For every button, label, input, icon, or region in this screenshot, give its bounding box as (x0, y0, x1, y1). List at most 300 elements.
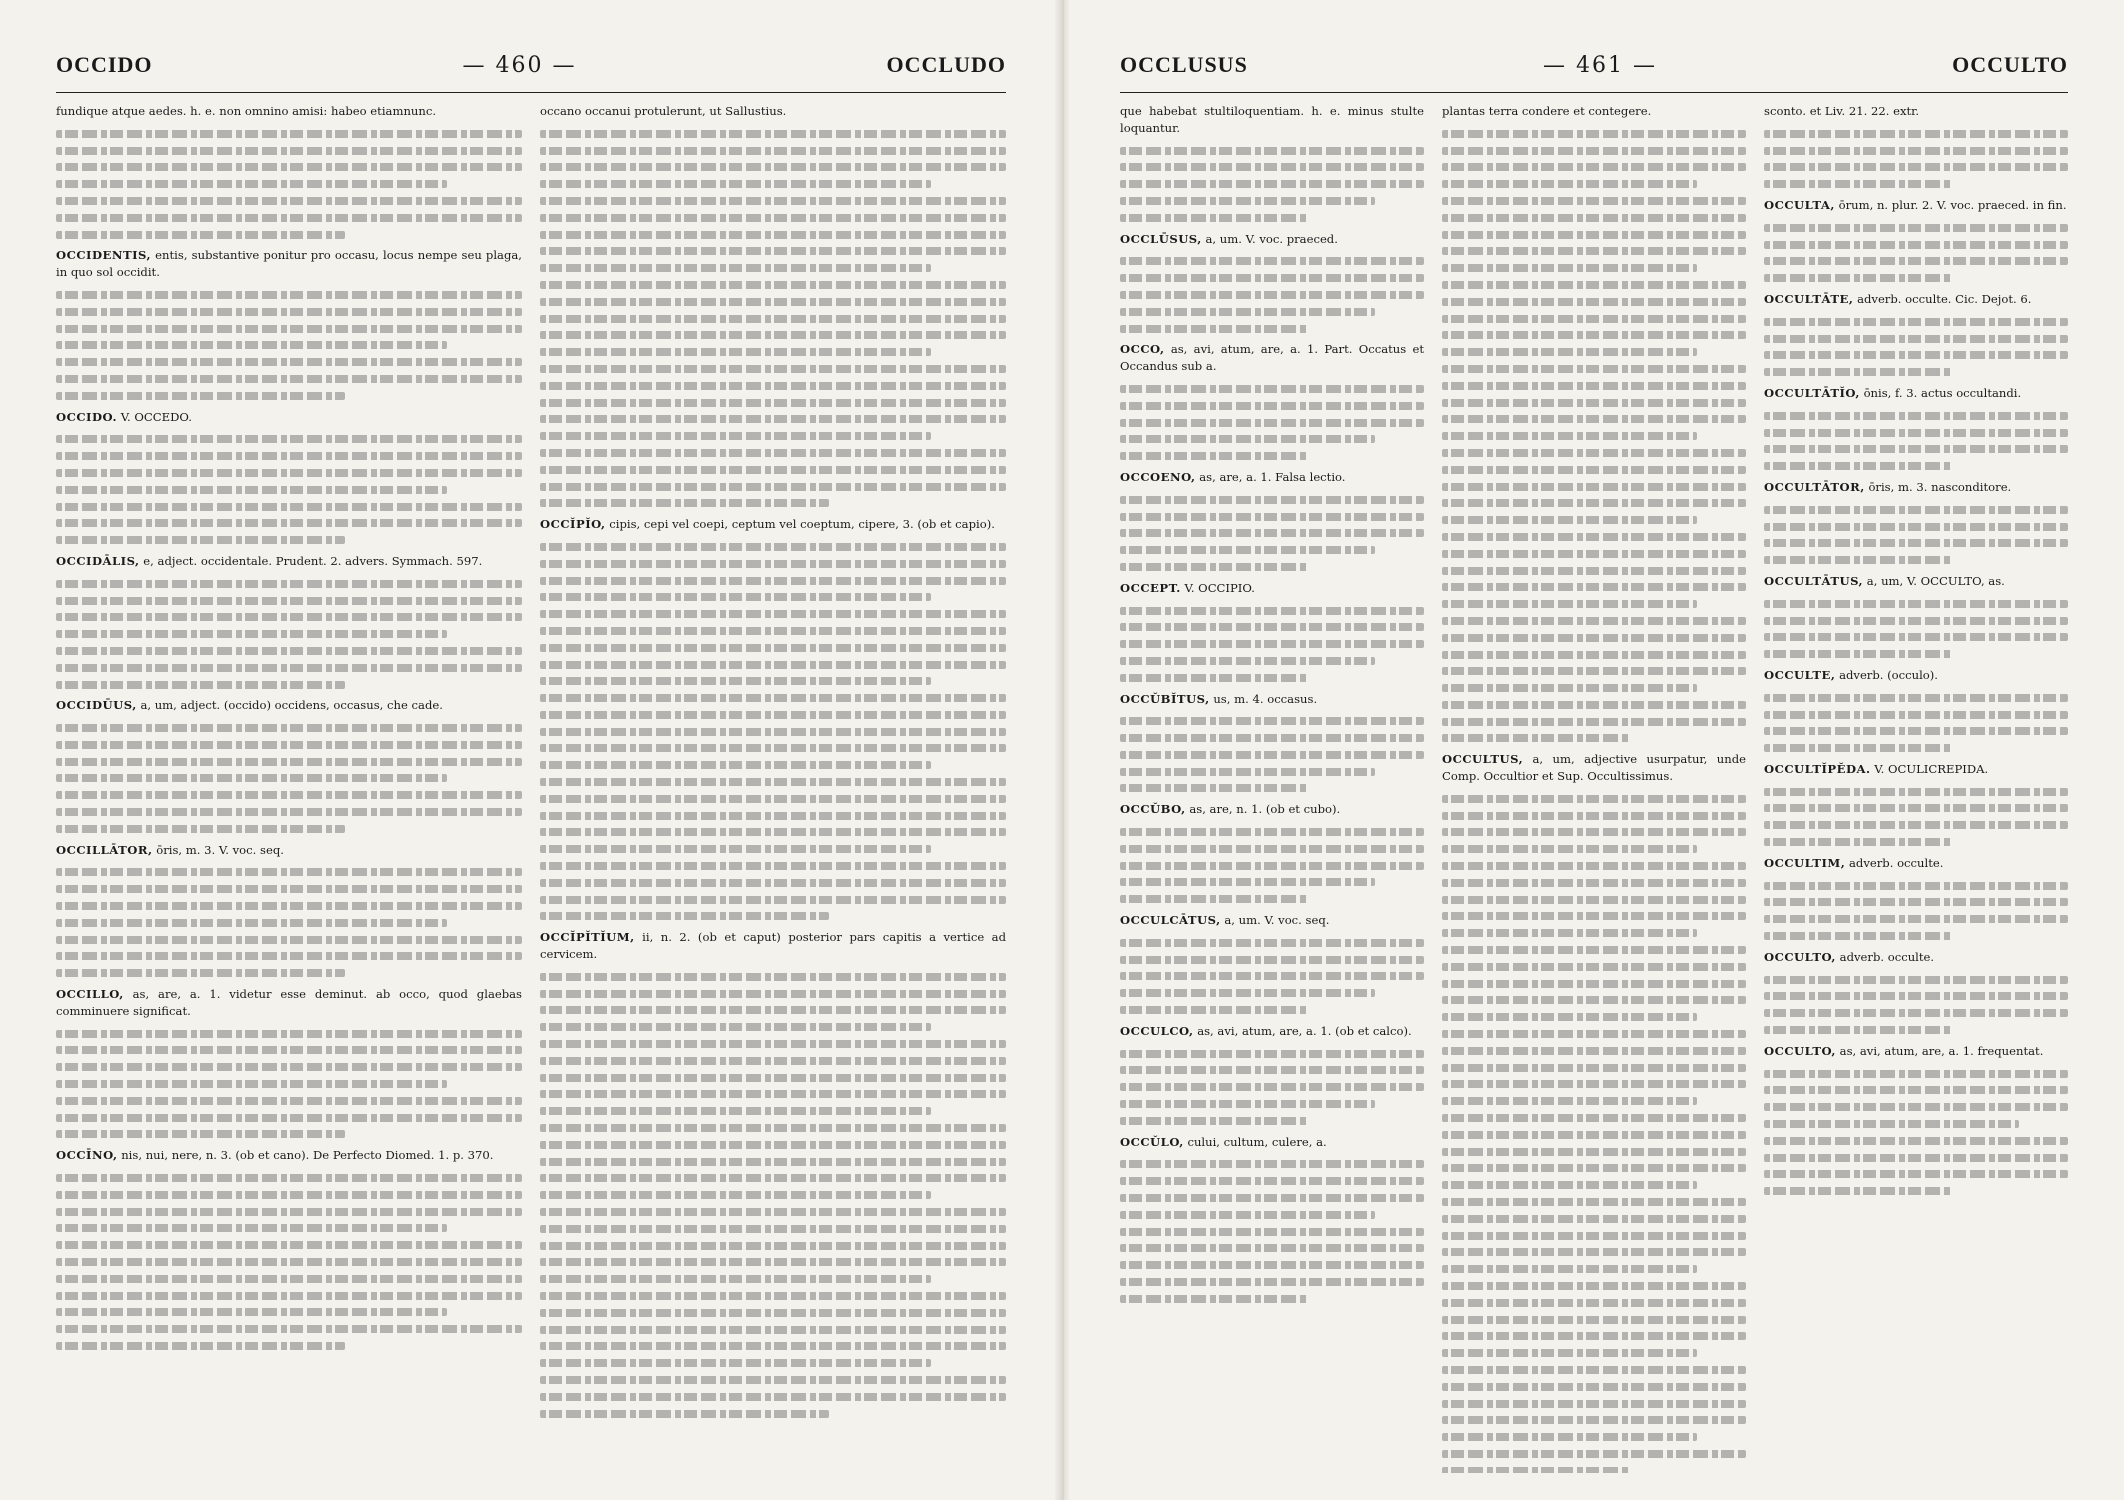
entry-lemma: OCCULTA, (1764, 197, 1835, 212)
body-text-placeholder-line (1120, 214, 1308, 222)
body-text-placeholder-line (1764, 523, 2068, 531)
body-text-placeholder-line (1442, 1047, 1746, 1055)
body-text-placeholder-line (56, 469, 522, 477)
body-text-placeholder-line (540, 147, 1006, 155)
body-text-placeholder-line (1442, 499, 1746, 507)
dictionary-entry (56, 842, 522, 859)
body-text-placeholder-line (540, 778, 1006, 786)
body-text-placeholder-line (1120, 419, 1424, 427)
page-number-left: — 460 — (462, 53, 577, 78)
entry-opening-text: que habebat stultiloquentiam. h. e. minus stulte loquantur. (1120, 104, 1424, 135)
body-text-placeholder-line (540, 399, 1006, 407)
body-text-placeholder-line (540, 1141, 1006, 1149)
body-text-placeholder-line (1764, 992, 2068, 1000)
body-text-placeholder-line (540, 231, 1006, 239)
entry-lemma: OCCULTIM, (1764, 855, 1846, 870)
dictionary-entry (56, 697, 522, 714)
body-text-placeholder-line (1120, 1278, 1424, 1286)
dictionary-entry (1764, 949, 2068, 966)
body-text-placeholder-line (1442, 1467, 1630, 1473)
body-text-placeholder-line (1442, 1064, 1746, 1072)
entry-opening-text: ōnis, f. 3. actus occultandi. (1863, 385, 2022, 400)
body-text-placeholder-line (56, 1130, 345, 1138)
body-text-placeholder-line (1442, 1164, 1746, 1172)
body-text-placeholder-line (1764, 633, 2068, 641)
entry-opening-text: cului, cultum, culere, a. (1187, 1134, 1327, 1149)
body-text-placeholder-line (540, 1074, 1006, 1082)
body-text-placeholder-line (540, 1057, 1006, 1065)
body-text-placeholder-line (1442, 845, 1697, 853)
body-text-placeholder-line (1764, 506, 2068, 514)
body-text-placeholder-line (1764, 180, 1952, 188)
body-text-placeholder-line (540, 499, 829, 507)
body-text-placeholder-line (1442, 1400, 1746, 1408)
body-text-placeholder-line (1120, 435, 1375, 443)
body-text-placeholder-line (56, 580, 522, 588)
body-text-placeholder-line (1120, 1228, 1424, 1236)
entry-lemma: OCCULTĀTE, (1764, 291, 1854, 306)
entry-lemma: OCCĬPĬTĬUM, (540, 930, 635, 945)
body-text-placeholder-line (56, 375, 522, 383)
body-text-placeholder-line (1120, 878, 1375, 886)
body-text-placeholder-line (1442, 348, 1697, 356)
body-text-placeholder-line (1442, 617, 1746, 625)
body-text-placeholder-line (540, 1090, 1006, 1098)
entry-opening-text: as, are, a. 1. videtur esse deminut. ab occo, quod glaebas comminuere significat. (56, 987, 522, 1018)
entry-lemma: OCCŬBĬTUS, (1120, 691, 1210, 706)
body-text-placeholder-line (1764, 1086, 2068, 1094)
body-text-placeholder-line (540, 1309, 1006, 1317)
body-text-placeholder-line (1764, 1187, 1952, 1195)
body-text-placeholder-line (56, 163, 522, 171)
body-text-placeholder-line (1764, 335, 2068, 343)
body-text-placeholder-line (1442, 879, 1746, 887)
dictionary-entry (540, 103, 1006, 120)
body-text-placeholder-line (1442, 483, 1746, 491)
entry-opening-text: as, are, n. 1. (ob et cubo). (1189, 802, 1341, 817)
body-text-placeholder-line (1120, 895, 1308, 903)
body-text-placeholder-line (1764, 241, 2068, 249)
dictionary-entry (1764, 479, 2068, 496)
body-text-placeholder-line (56, 724, 522, 732)
body-text-placeholder-line (56, 308, 522, 316)
dictionary-entry (1764, 667, 2068, 684)
entry-lemma: OCCULTUS, (1442, 752, 1524, 767)
entry-opening-text: ōrum, n. plur. 2. V. voc. praeced. in fin. (1838, 197, 2067, 212)
body-text-placeholder-line (1442, 912, 1746, 920)
body-text-placeholder-line (540, 1191, 931, 1199)
entry-opening-text: ii, n. 2. (ob et caput) posterior pars capitis a vertice ad cervicem. (540, 930, 1006, 962)
body-text-placeholder-line (1442, 1114, 1746, 1122)
body-text-placeholder-line (1442, 1383, 1746, 1391)
body-text-placeholder-line (1120, 751, 1424, 759)
dictionary-entry (1764, 103, 2068, 120)
body-text-placeholder-line (1120, 1006, 1308, 1014)
head-word-left: OCCLUSUS (1120, 52, 1248, 77)
body-text-placeholder-line (1120, 989, 1375, 997)
body-text-placeholder-line (540, 728, 1006, 736)
body-text-placeholder-line (1120, 563, 1308, 571)
body-text-placeholder-line (1442, 567, 1746, 575)
body-text-placeholder-line (1442, 634, 1746, 642)
body-text-placeholder-line (1120, 402, 1424, 410)
entry-lemma: OCCILLO, (56, 987, 124, 1002)
entry-opening-text: ōris, m. 3. nasconditore. (1868, 479, 2012, 494)
body-text-placeholder-line (1120, 623, 1424, 631)
body-text-placeholder-line (56, 1224, 447, 1232)
body-text-placeholder-line (1442, 315, 1746, 323)
head-word-left: OCCIDO (56, 52, 153, 77)
body-text-placeholder-line (540, 1359, 931, 1367)
body-text-placeholder-line (56, 1292, 522, 1300)
body-text-placeholder-line (1442, 1248, 1746, 1256)
dictionary-entry (1120, 580, 1424, 597)
right-page-columns (1120, 103, 2068, 1473)
body-text-placeholder-line (56, 1275, 522, 1283)
dictionary-entry (56, 986, 522, 1020)
body-text-placeholder-line (540, 795, 1006, 803)
entry-lemma: OCCULTO, (1764, 1043, 1836, 1058)
body-text-placeholder-line (1120, 717, 1424, 725)
body-text-placeholder-line (1120, 784, 1308, 792)
head-word-right: OCCULTO (1952, 52, 2068, 77)
entry-lemma: OCCULCO, (1120, 1023, 1194, 1038)
entry-lemma: OCCIDĀLIS, (56, 553, 140, 568)
body-text-placeholder-line (56, 291, 522, 299)
column (1120, 103, 1424, 1473)
entry-opening-text: adverb. occulte. (1848, 855, 1944, 870)
entry-lemma: OCCO, (1120, 342, 1165, 357)
entry-opening-text: V. OCCIPIO. (1184, 580, 1255, 595)
dictionary-entry (1120, 231, 1424, 248)
entry-lemma: OCCIDŪUS, (56, 698, 137, 713)
dictionary-entry (56, 1147, 522, 1164)
body-text-placeholder-line (1442, 281, 1746, 289)
dictionary-entry (56, 247, 522, 281)
body-text-placeholder-line (1442, 701, 1746, 709)
body-text-placeholder-line (540, 1376, 1006, 1384)
entry-opening-text: fundique atque aedes. h. e. non omnino amisi: habeo etiamnunc. (56, 104, 437, 118)
body-text-placeholder-line (540, 761, 931, 769)
body-text-placeholder-line (1764, 556, 1952, 564)
body-text-placeholder-line (56, 1325, 522, 1333)
entry-opening-text: plantas terra condere et contegere. (1442, 104, 1652, 118)
body-text-placeholder-line (1120, 657, 1375, 665)
body-text-placeholder-line (56, 1046, 522, 1054)
body-text-placeholder-line (1442, 214, 1746, 222)
right-page (1062, 0, 2124, 1500)
body-text-placeholder-line (1120, 1160, 1424, 1168)
body-text-placeholder-line (1120, 291, 1424, 299)
body-text-placeholder-line (1442, 828, 1746, 836)
body-text-placeholder-line (1764, 727, 2068, 735)
body-text-placeholder-line (56, 1174, 522, 1182)
running-head-right-page (1120, 52, 2068, 93)
body-text-placeholder-line (56, 774, 447, 782)
body-text-placeholder-line (1442, 130, 1746, 138)
body-text-placeholder-line (56, 902, 522, 910)
body-text-placeholder-line (540, 1225, 1006, 1233)
body-text-placeholder-line (1764, 462, 1952, 470)
body-text-placeholder-line (1442, 812, 1746, 820)
body-text-placeholder-line (540, 1393, 1006, 1401)
body-text-placeholder-line (1764, 694, 2068, 702)
body-text-placeholder-line (1764, 788, 2068, 796)
body-text-placeholder-line (1442, 1265, 1697, 1273)
body-text-placeholder-line (540, 331, 1006, 339)
body-text-placeholder-line (56, 231, 345, 239)
body-text-placeholder-line (540, 1342, 1006, 1350)
body-text-placeholder-line (1120, 939, 1424, 947)
body-text-placeholder-line (1120, 972, 1424, 980)
entry-lemma: OCCULCĀTUS, (1120, 913, 1221, 928)
body-text-placeholder-line (540, 247, 1006, 255)
body-text-placeholder-line (1120, 768, 1375, 776)
body-text-placeholder-line (56, 1097, 522, 1105)
body-text-placeholder-line (56, 758, 522, 766)
body-text-placeholder-line (540, 862, 1006, 870)
body-text-placeholder-line (1442, 466, 1746, 474)
body-text-placeholder-line (1442, 331, 1746, 339)
body-text-placeholder-line (1442, 684, 1697, 692)
body-text-placeholder-line (540, 912, 829, 920)
body-text-placeholder-line (1120, 197, 1375, 205)
body-text-placeholder-line (1120, 325, 1308, 333)
left-page-columns (56, 103, 1006, 1473)
body-text-placeholder-line (1764, 318, 2068, 326)
entry-opening-text: a, um. V. voc. praeced. (1205, 231, 1338, 246)
body-text-placeholder-line (56, 630, 447, 638)
entry-opening-text: nis, nui, nere, n. 3. (ob et cano). De Perfecto Diomed. 1. p. 370. (121, 1148, 494, 1163)
entry-lemma: OCCULTĀTOR, (1764, 479, 1865, 494)
body-text-placeholder-line (1120, 956, 1424, 964)
column (1442, 103, 1746, 1473)
body-text-placeholder-line (56, 325, 522, 333)
body-text-placeholder-line (1442, 946, 1746, 954)
entry-opening-text: e, adject. occidentale. Prudent. 2. advers. Symmach. 597. (143, 553, 483, 568)
body-text-placeholder-line (1442, 1232, 1746, 1240)
body-text-placeholder-line (1120, 1295, 1308, 1303)
body-text-placeholder-line (540, 973, 1006, 981)
body-text-placeholder-line (1120, 734, 1424, 742)
body-text-placeholder-line (56, 1114, 522, 1122)
body-text-placeholder-line (56, 519, 522, 527)
dictionary-entry (1764, 197, 2068, 214)
body-text-placeholder-line (56, 130, 522, 138)
body-text-placeholder-line (1442, 980, 1746, 988)
entry-lemma: OCCIDENTIS, (56, 248, 152, 263)
body-text-placeholder-line (56, 936, 522, 944)
body-text-placeholder-line (1764, 932, 1952, 940)
body-text-placeholder-line (56, 808, 522, 816)
body-text-placeholder-line (540, 845, 931, 853)
body-text-placeholder-line (1764, 351, 2068, 359)
body-text-placeholder-line (1442, 795, 1746, 803)
body-text-placeholder-line (1764, 1170, 2068, 1178)
body-text-placeholder-line (540, 1006, 1006, 1014)
body-text-placeholder-line (56, 1308, 447, 1316)
body-text-placeholder-line (1442, 516, 1697, 524)
body-text-placeholder-line (1442, 1299, 1746, 1307)
body-text-placeholder-line (1120, 674, 1308, 682)
body-text-placeholder-line (1442, 1366, 1746, 1374)
body-text-placeholder-line (1442, 231, 1746, 239)
body-text-placeholder-line (1442, 734, 1630, 742)
body-text-placeholder-line (1442, 1282, 1746, 1290)
body-text-placeholder-line (1442, 550, 1746, 558)
column (1764, 103, 2068, 1473)
body-text-placeholder-line (56, 1208, 522, 1216)
body-text-placeholder-line (1764, 600, 2068, 608)
entry-opening-text: V. OCULICREPIDA. (1874, 761, 1989, 776)
body-text-placeholder-line (540, 610, 1006, 618)
entry-opening-text: a, um, adjective usurpatur, unde Comp. Occultior et Sup. Occultissimus. (1442, 752, 1746, 784)
body-text-placeholder-line (1442, 197, 1746, 205)
body-text-placeholder-line (56, 1030, 522, 1038)
body-text-placeholder-line (1442, 1416, 1746, 1424)
body-text-placeholder-line (1442, 180, 1697, 188)
dictionary-entry (1120, 103, 1424, 137)
entry-lemma: OCCULTĬPĔDA. (1764, 761, 1871, 776)
body-text-placeholder-line (540, 163, 1006, 171)
body-text-placeholder-line (540, 1124, 1006, 1132)
entry-lemma: OCCULTĀTĬO, (1764, 385, 1860, 400)
body-text-placeholder-line (1764, 1137, 2068, 1145)
body-text-placeholder-line (540, 1174, 1006, 1182)
body-text-placeholder-line (1120, 845, 1424, 853)
body-text-placeholder-line (1764, 915, 2068, 923)
body-text-placeholder-line (56, 664, 522, 672)
entry-lemma: OCCĬPĬO, (540, 517, 606, 532)
body-text-placeholder-line (1442, 1013, 1697, 1021)
body-text-placeholder-line (1764, 1103, 2068, 1111)
body-text-placeholder-line (1442, 1332, 1746, 1340)
entry-opening-text: us, m. 4. occasus. (1213, 691, 1318, 706)
dictionary-entry (1120, 341, 1424, 375)
running-head-left-page (56, 52, 1006, 93)
body-text-placeholder-line (56, 503, 522, 511)
body-text-placeholder-line (1764, 539, 2068, 547)
body-text-placeholder-line (56, 597, 522, 605)
body-text-placeholder-line (540, 264, 931, 272)
body-text-placeholder-line (540, 1275, 931, 1283)
entry-lemma: OCCIDO. (56, 409, 117, 424)
body-text-placeholder-line (1442, 1433, 1697, 1441)
body-text-placeholder-line (540, 365, 1006, 373)
entry-opening-text: as, avi, atum, are, a. 1. (ob et calco). (1197, 1023, 1412, 1038)
body-text-placeholder-line (1764, 1070, 2068, 1078)
body-text-placeholder-line (540, 896, 1006, 904)
body-text-placeholder-line (56, 613, 522, 621)
body-text-placeholder-line (1120, 1244, 1424, 1252)
body-text-placeholder-line (540, 644, 1006, 652)
body-text-placeholder-line (1764, 429, 2068, 437)
body-text-placeholder-line (56, 147, 522, 155)
body-text-placeholder-line (56, 1080, 447, 1088)
entry-opening-text: a, um, adject. (occido) occidens, occasus, che cade. (140, 698, 443, 713)
body-text-placeholder-line (1442, 449, 1746, 457)
body-text-placeholder-line (56, 392, 345, 400)
dictionary-entry (540, 929, 1006, 963)
body-text-placeholder-line (540, 1158, 1006, 1166)
body-text-placeholder-line (1764, 130, 2068, 138)
body-text-placeholder-line (56, 741, 522, 749)
body-text-placeholder-line (540, 694, 1006, 702)
body-text-placeholder-line (540, 560, 1006, 568)
body-text-placeholder-line (56, 214, 522, 222)
body-text-placeholder-line (1442, 1349, 1697, 1357)
body-text-placeholder-line (540, 1208, 1006, 1216)
body-text-placeholder-line (540, 1242, 1006, 1250)
body-text-placeholder-line (1442, 365, 1746, 373)
entry-opening-text: as, avi, atum, are, a. 1. Part. Occatus et Occandus sub a. (1120, 342, 1424, 374)
dictionary-entry (540, 516, 1006, 533)
body-text-placeholder-line (1764, 445, 2068, 453)
dictionary-entry (1764, 855, 2068, 872)
body-text-placeholder-line (56, 825, 345, 833)
body-text-placeholder-line (540, 1258, 1006, 1266)
body-text-placeholder-line (1120, 308, 1375, 316)
body-text-placeholder-line (1764, 147, 2068, 155)
body-text-placeholder-line (540, 432, 931, 440)
body-text-placeholder-line (1764, 617, 2068, 625)
body-text-placeholder-line (1764, 711, 2068, 719)
body-text-placeholder-line (1120, 1050, 1424, 1058)
entry-lemma: OCCOENO, (1120, 469, 1196, 484)
entry-opening-text: occano occanui protulerunt, ut Sallustius. (540, 104, 787, 118)
body-text-placeholder-line (540, 449, 1006, 457)
entry-opening-text: as, avi, atum, are, a. 1. frequentat. (1839, 1043, 2044, 1058)
body-text-placeholder-line (1120, 828, 1424, 836)
body-text-placeholder-line (540, 315, 1006, 323)
dictionary-entry (56, 409, 522, 426)
entry-opening-text: adverb. occulte. Cic. Dejot. 6. (1857, 291, 2032, 306)
body-text-placeholder-line (1120, 862, 1424, 870)
body-text-placeholder-line (540, 677, 931, 685)
body-text-placeholder-line (56, 647, 522, 655)
body-text-placeholder-line (56, 180, 447, 188)
body-text-placeholder-line (1120, 1083, 1424, 1091)
dictionary-entry (1764, 573, 2068, 590)
body-text-placeholder-line (56, 952, 522, 960)
body-text-placeholder-line (1764, 1154, 2068, 1162)
body-text-placeholder-line (540, 130, 1006, 138)
body-text-placeholder-line (1764, 257, 2068, 265)
body-text-placeholder-line (1120, 385, 1424, 393)
body-text-placeholder-line (56, 1342, 345, 1350)
body-text-placeholder-line (1120, 1194, 1424, 1202)
entry-lemma: OCCULTĀTUS, (1764, 573, 1864, 588)
body-text-placeholder-line (1442, 1131, 1746, 1139)
body-text-placeholder-line (1442, 1215, 1746, 1223)
column (56, 103, 522, 1473)
body-text-placeholder-line (540, 543, 1006, 551)
body-text-placeholder-line (1764, 368, 1952, 376)
body-text-placeholder-line (1120, 1261, 1424, 1269)
body-text-placeholder-line (540, 812, 1006, 820)
body-text-placeholder-line (540, 281, 1006, 289)
body-text-placeholder-line (540, 1410, 829, 1418)
body-text-placeholder-line (540, 1326, 1006, 1334)
body-text-placeholder-line (1120, 147, 1424, 155)
body-text-placeholder-line (56, 486, 447, 494)
body-text-placeholder-line (1442, 600, 1697, 608)
body-text-placeholder-line (1442, 533, 1746, 541)
body-text-placeholder-line (1764, 882, 2068, 890)
body-text-placeholder-line (1764, 976, 2068, 984)
entry-lemma: OCCULTO, (1764, 949, 1836, 964)
body-text-placeholder-line (1442, 1097, 1697, 1105)
